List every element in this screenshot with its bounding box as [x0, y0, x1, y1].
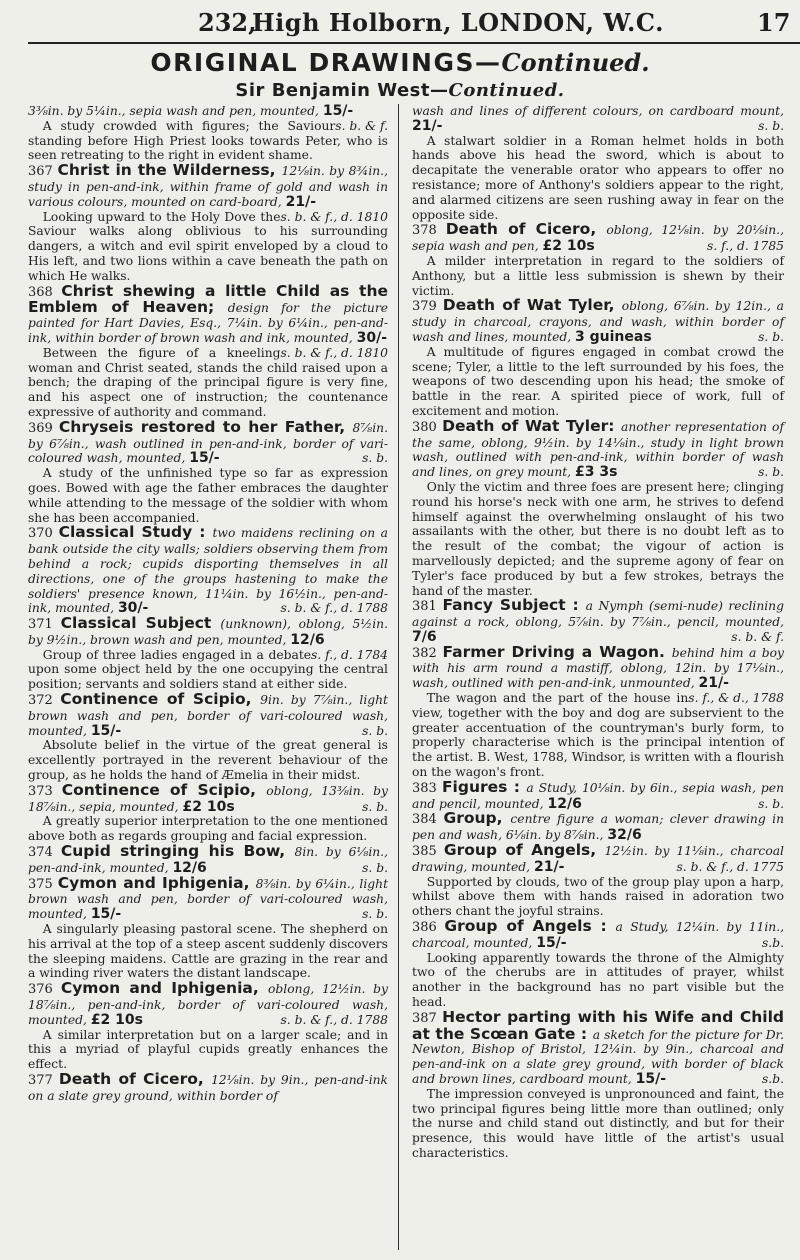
entry-signature: s.b.	[762, 1072, 784, 1086]
catalogue-entry	[28, 281, 388, 360]
entry-price: 7/6	[412, 628, 437, 645]
catalogue-entry	[28, 161, 388, 224]
entry-price: £3 3s	[575, 464, 618, 481]
entry-description: design for the picture painted for Hart Davies, Esq., 7¼in. by 6¼in., pen-and-ink, within border of brown wash and ink, mounted,	[28, 301, 388, 345]
entry-number: 383	[412, 780, 442, 796]
entry-description: a Nymph (semi-nude) reclining against a rock, oblong, 5⅞in. by 7⅞in., pencil, mounted,	[412, 599, 784, 630]
entry-title: Classical Subject	[60, 614, 221, 633]
entry-number: 387	[412, 1010, 443, 1026]
entry-notes: Group of three ladies engaged in a debate upon some object held by the one occupying the central position; servants and soldiers stand at either side.	[28, 647, 388, 692]
column-divider	[398, 104, 399, 1250]
page-number: 232,	[198, 8, 257, 37]
catalogue-entry	[412, 843, 784, 875]
entry-price: 15/-	[90, 722, 122, 739]
entry-signature: s. b. & f., d. 1788	[280, 601, 388, 616]
entry-description: 12½in. by 11⅛in., charcoal drawing, mounted,	[412, 844, 784, 874]
entry-signature: s. b.	[362, 860, 388, 875]
entry-description: 12⅛in. by 9in., pen-and-ink on a slate grey ground, within border of	[28, 1073, 389, 1103]
entry-signature: s. f., d. 1785	[707, 239, 784, 254]
entry-notes: A similar interpretation but on a larger scale; and in this a myriad of playful cupids greatly enhances the effect.	[28, 1027, 388, 1072]
entry-signature: s. b. & f.	[731, 629, 784, 644]
entry-price: 12/6	[547, 795, 582, 812]
entry-description: 8⅜in. by 6¼in., light brown wash and pen, border of vari-coloured wash, mounted,	[28, 876, 389, 922]
entry-number: 381	[412, 599, 443, 615]
entry-signature: s. b. & f., d. 1810	[280, 209, 388, 224]
catalogue-entry	[28, 780, 388, 815]
right-page-number: 17	[757, 8, 791, 37]
entry-title: Christ shewing a little Child as the Emblem of Heaven;	[28, 281, 388, 317]
entry-description: a Study, 10⅛in. by 6in., sepia wash, pen and pencil, mounted,	[412, 780, 784, 811]
entry-price: 30/-	[356, 329, 388, 346]
entry-notes: A milder interpretation in regard to the soldiers of Anthony, but a little less submission is shewn by their victim.	[412, 253, 784, 298]
entry-price: £2 10s	[90, 1011, 143, 1028]
catalogue-entry	[28, 103, 388, 133]
entry-description: 9in. by 7⅞in., light brown wash and pen, border of vari-coloured wash, mounted,	[28, 693, 388, 738]
entry-description: (unknown), oblong, 5½in. by 9½in., brown wash and pen, mounted,	[28, 617, 388, 647]
entry-notes: A study of the unfinished type so far as expression goes. Bowed with age the father embraces the daughter while attending to the message of the soldier with whom she has been accompanied.	[28, 466, 388, 525]
entry-title: Group of Angels,	[443, 841, 605, 860]
entry-description: centre figure a woman; clever drawing in pen and wash, 6⅛in. by 8⅞in.,	[412, 812, 784, 843]
catalogue-entry	[412, 598, 784, 644]
catalogue-entry	[412, 104, 784, 134]
entry-title: Figures :	[441, 777, 527, 796]
catalogue-entry	[412, 919, 784, 951]
catalogue-entry	[28, 417, 388, 467]
artist-heading: Sir Benjamin West—Continued.	[235, 80, 565, 101]
entry-description: a Study, 12¼in. by 11in., charcoal, mounted,	[412, 920, 785, 950]
section-title: ORIGINAL DRAWINGS—Continued.	[150, 48, 650, 77]
catalogue-entry	[412, 811, 784, 843]
entry-number: 375	[28, 876, 58, 892]
entry-description: 12⅛in. by 8¾in., study in pen-and-ink, within frame of gold and wash in various colours, mounted on card-board,	[28, 164, 388, 209]
entry-notes: A stalwart soldier in a Roman helmet holds in both hands above his head the sword, which is about to decapitate the venerable orator who appears to offer no resistance; more of Anthony's soldiers appear to the right, and alarmed citizens are seen rushing away in fear on the opposite side.	[412, 133, 784, 222]
catalogue-entry	[28, 873, 389, 923]
entry-description: 8in. by 6⅛in., pen-and-ink, mounted,	[28, 845, 388, 875]
left-column	[28, 104, 388, 1104]
entry-signature: s. b. & f., d. 1810	[280, 345, 388, 360]
entry-signature: s. b. & f., d. 1775	[676, 859, 784, 874]
entry-title: Hector parting with his Wife and Child at the Scœan Gate :	[412, 1007, 784, 1043]
entry-price: 12/6	[290, 631, 325, 648]
entry-number: 371	[28, 617, 61, 633]
entry-title: Cymon and Iphigenia,	[60, 979, 268, 998]
catalogue-entry	[28, 844, 388, 876]
entry-number: 376	[28, 982, 61, 998]
entry-title: Classical Study :	[58, 523, 213, 542]
right-column	[412, 104, 784, 1161]
entry-title: Farmer Driving a Wagon.	[442, 642, 672, 661]
entry-description: another representation of the same, oblong, 9½in. by 14⅛in., study in light brown wash, outlined with pen-and-ink, within border of wash and lines, on grey mount,	[412, 419, 784, 480]
entry-title: Group of Angels :	[444, 917, 616, 936]
entry-number: 370	[28, 526, 59, 542]
entry-price: 15/-	[90, 906, 122, 923]
entry-signature: s. b.	[758, 329, 784, 344]
entry-number: 384	[412, 812, 444, 828]
catalogue-entry	[28, 1072, 388, 1104]
entry-price: 21/-	[412, 117, 443, 134]
catalogue-entry	[28, 614, 388, 662]
entry-signature: s. b.	[758, 118, 784, 133]
entry-price: 12/6	[172, 859, 207, 876]
entry-notes: Absolute belief in the virtue of the great general is excellently portrayed in the reverent behaviour of the group, as he holds the hand of Æmelia in their midst.	[28, 738, 388, 783]
entry-title: Death of Wat Tyler:	[442, 416, 622, 435]
entry-title: Fancy Subject :	[442, 596, 586, 615]
catalogue-entry	[28, 692, 388, 738]
entry-price: 15/-	[635, 1071, 667, 1087]
entry-description: wash and lines of different colours, on cardboard mount,	[412, 104, 784, 118]
entry-price: 21/-	[533, 858, 565, 875]
entry-description: two maidens reclining on a bank outside the city walls; soldiers observing them from behind a rock; cupids disporting themselves in all directions, one of the groups hastening to make the soldiers' presence known, 11¼in. by 16½in., pen-and-ink, mounted,	[28, 526, 388, 616]
entry-notes: The wagon and the part of the house in view, together with the boy and dog are subservient to the greater accentuation of the countryman's burly form, to properly characterise which is the principal intention of the artist. B. West, 1788, Windsor, is written with a flourish on the wagon's front.	[412, 691, 784, 780]
entry-notes: Looking upward to the Holy Dove the Saviour walks along oblivious to his surrounding dangers, a witch and evil spirit enveloped by a cloud to His left, and two lions within a cave beneath the path on which He walks.	[28, 209, 388, 283]
entry-notes: Looking apparently towards the throne of the Almighty two of the cherubs are in attitudes of prayer, whilst another in the background has no part visible but the head.	[412, 950, 784, 1010]
entry-price: 21/-	[285, 193, 317, 210]
catalogue-entry	[28, 981, 388, 1027]
entry-price: 21/-	[698, 675, 729, 692]
entry-price: 30/-	[117, 600, 149, 617]
catalogue-entry	[412, 642, 784, 706]
entry-notes: Between the figure of a kneeling woman and Christ seated, stands the child raised upon a bench; the draping of the principal figure is very fine, and his aspect one of instruction; the countenance expressive of authority and command.	[28, 345, 388, 419]
catalogue-entry	[412, 1007, 784, 1087]
entry-number: 368	[28, 284, 62, 300]
entry-number: 380	[412, 419, 443, 435]
entry-title: Chryseis restored to her Father,	[58, 417, 353, 436]
entry-number: 382	[412, 645, 443, 661]
entry-notes: Supported by clouds, two of the group play upon a harp, whilst above them with hands raised in adoration two others chant the joyful strains.	[412, 874, 784, 919]
catalogue-entry	[28, 525, 388, 616]
entry-description: oblong, 12⅛in. by 20⅛in., sepia wash and pen,	[412, 223, 784, 254]
entry-signature: s. b. & f.	[335, 118, 388, 133]
entry-number: 379	[412, 299, 443, 315]
entry-number: 367	[28, 164, 58, 180]
entry-number: 374	[28, 845, 61, 861]
entry-title: Continence of Scipio,	[60, 690, 261, 709]
entry-signature: s. b. & f., d. 1788	[280, 1012, 388, 1027]
header-rule	[28, 42, 800, 44]
entry-number: 373	[28, 783, 62, 799]
entry-number: 369	[28, 420, 59, 436]
catalogue-entry	[412, 222, 784, 254]
entry-description: oblong, 12½in. by 18⅞in., pen-and-ink, border of vari-coloured wash, mounted,	[28, 982, 388, 1027]
entry-signature: s. b.	[362, 907, 388, 922]
catalogue-entry	[412, 298, 784, 344]
entry-title: Death of Cicero,	[445, 220, 607, 239]
entry-title: Continence of Scipio,	[61, 780, 267, 799]
entry-signature: s. b.	[362, 799, 388, 814]
entry-notes: Only the victim and three foes are present here; clinging round his horse's neck with one arm, he strives to defend himself against the overwhelming onslaught of his two assailants with the other, but there is no doubt left as to the result of the combat; the vigour of action is marvellously depicted; and the supreme agony of fear on Tyler's face produced by but a few strokes, betrays the hand of the master.	[412, 479, 784, 598]
entry-title: Group,	[443, 809, 511, 828]
entry-notes: The impression conveyed is unpronounced and faint, the two principal figures being little more than outlined; only the nurse and child stand out distinctly, and but for their presence, this would have little of the artist's usual characteristics.	[412, 1086, 784, 1160]
entry-description: behind him a boy with his arm round a mastiff, oblong, 12in. by 17⅛in., wash, outlined with pen-and-ink, unmounted,	[412, 645, 784, 691]
entry-signature: s. f., & d., 1788	[688, 691, 784, 706]
entry-notes: A singularly pleasing pastoral scene. The shepherd on his arrival at the top of a steep ascent suddenly discovers the sleeping maidens. Cattle are grazing in the rear and a winding river waters the distant landscape.	[28, 922, 388, 981]
entry-number: 378	[412, 223, 446, 239]
entry-signature: s. b.	[758, 465, 784, 480]
entry-signature: s. b.	[362, 723, 388, 738]
entry-description: oblong, 6⅞in. by 12in., a study in charcoal, crayons, and wash, within border of wash and lines, mounted,	[412, 299, 784, 344]
entry-price: 15/-	[322, 103, 354, 119]
catalogue-entry	[412, 416, 784, 481]
address: High Holborn, LONDON, W.C.	[252, 8, 664, 37]
entry-notes: A multitude of figures engaged in combat crowd the scene; Tyler, a little to the left surrounded by his foes, the weapons of two descending upon his head; the smoke of battle in the rear. A spirited piece of work, full of excitement and motion.	[412, 344, 784, 418]
entry-description: oblong, 13⅜in. by 18⅞in., sepia, mounted,	[28, 783, 388, 814]
entry-number: 386	[412, 920, 445, 936]
entry-price: 15/-	[189, 450, 220, 467]
entry-price: 32/6	[607, 827, 642, 844]
entry-signature: s. f., d. 1784	[311, 647, 388, 662]
entry-number: 372	[28, 693, 61, 709]
entry-description: 8⅞in. by 6⅞in., wash outlined in pen-and-ink, border of vari-coloured wash, mounted,	[28, 420, 388, 466]
entry-description: a sketch for the picture for Dr. Newton, Bishop of Bristol, 12¼in. by 9in., charcoal and pen-and-ink on a slate grey ground, with border of black and brown lines, cardboard mount,	[412, 1027, 784, 1086]
entry-price: £2 10s	[182, 798, 235, 815]
entry-number: 385	[412, 844, 444, 860]
entry-price: 3 guineas	[575, 328, 652, 345]
entry-title: Death of Cicero,	[58, 1070, 212, 1088]
entry-title: Cymon and Iphigenia,	[57, 873, 256, 892]
entry-notes: A greatly superior interpretation to the one mentioned above both as regards grouping and facial expression.	[28, 814, 388, 844]
entry-number: 377	[28, 1073, 59, 1088]
entry-title: Cupid stringing his Bow,	[60, 842, 295, 861]
entry-signature: s. b.	[362, 451, 388, 466]
entry-price: £2 10s	[542, 238, 595, 255]
entry-title: Christ in the Wilderness,	[57, 161, 282, 180]
entry-title: Death of Wat Tyler,	[442, 296, 622, 315]
catalogue-entry	[412, 777, 784, 812]
entry-notes: A study crowded with figures; the Saviour standing before High Priest looks towards Peter, who is seen retreating to the right in evident shame.	[28, 118, 388, 163]
entry-price: 15/-	[536, 934, 567, 951]
entry-signature: s.b.	[762, 935, 784, 950]
entry-signature: s. b.	[758, 796, 784, 811]
entry-description: 3⅜in. by 5¼in., sepia wash and pen, mounted,	[28, 104, 323, 118]
